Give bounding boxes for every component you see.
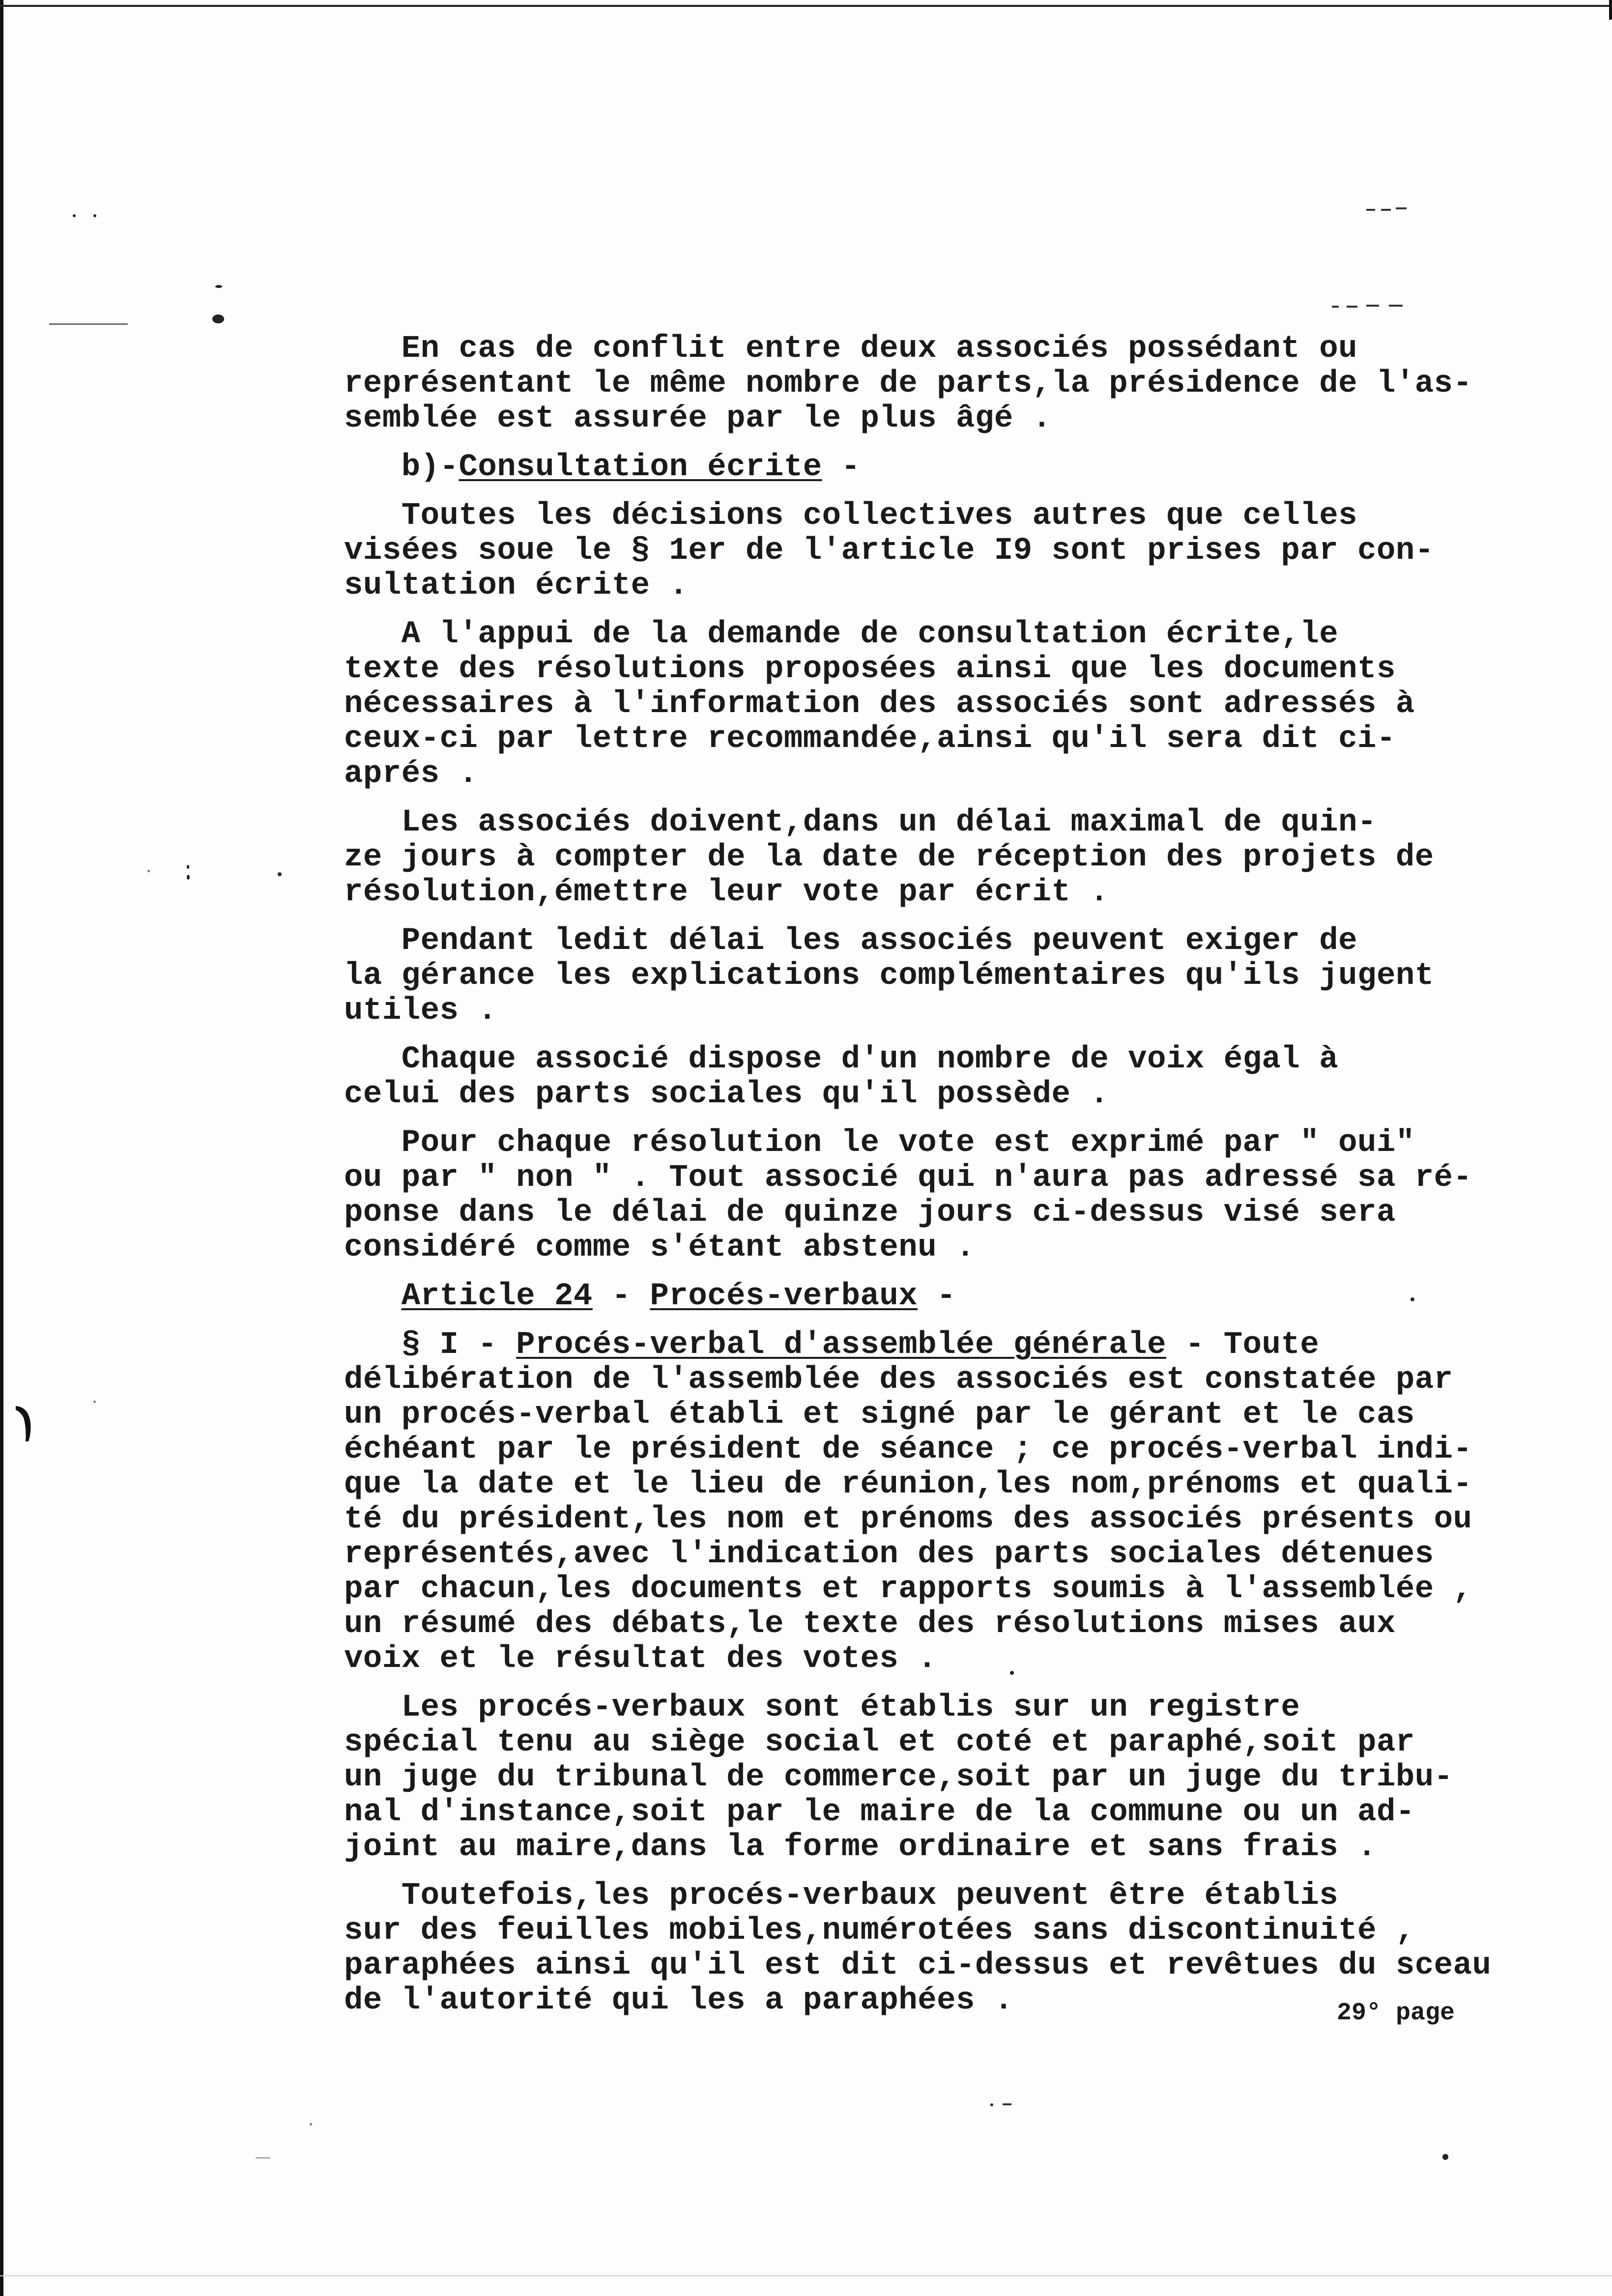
scan-speck [278,872,282,876]
scan-speck [1347,306,1357,308]
section-suffix: - [822,450,861,485]
text-line: visées soue le § 1er de l'article I9 sont prises par con- [344,533,1434,569]
scan-bottom-line [0,2275,1612,2276]
section-title: Consultation écrite [459,450,822,485]
text-line: aprés . [344,756,478,792]
scan-right-corner [1609,0,1612,20]
text-line: un résumé des débats,le texte des résolutions mises aux [344,1607,1396,1642]
text-line: sultation écrite . [344,568,689,603]
paragraph-line [344,924,1538,959]
scan-speck [147,870,150,872]
text-line: nécessaires à l'information des associés sont adressés à [344,687,1415,722]
scan-speck [1396,207,1407,209]
paragraph-line [344,1328,1538,1363]
scan-speck [310,2123,312,2125]
scan-speck [187,875,190,880]
article-label: Article 24 [401,1279,593,1314]
scan-top-border [0,5,1612,7]
text-line: Les associés doivent,dans un délai maximal de quin- [401,805,1377,840]
text-line: nal d'instance,soit par le maire de la commune ou un ad- [344,1795,1415,1830]
paragraph-line [344,332,1538,367]
text-line: délibération de l'assemblée des associés est constatée par [344,1362,1453,1398]
scan-left-border [0,0,3,2296]
article-title: Procés-verbaux [650,1279,918,1314]
paragraph-line [344,805,1538,840]
text-line: té du président,les nom et prénoms des associés présents ou [344,1502,1472,1537]
text-line: ceux-ci par lettre recommandée,ainsi qu'il sera dit ci- [344,721,1396,757]
text-line: représentant le même nombre de parts,la présidence de l'as- [344,366,1472,402]
text-line: spécial tenu au siège social et coté et paraphé,soit par [344,1725,1415,1760]
text-line: Pendant ledit délai les associés peuvent exiger de [401,923,1358,959]
text-line: A l'appui de la demande de consultation écrite,le [401,617,1339,652]
text-line: que la date et le lieu de réunion,les nom,prénoms et quali- [344,1467,1472,1502]
text-line: joint au maire,dans la forme ordinaire et sans frais . [344,1830,1377,1865]
paragraph-line [344,1042,1538,1077]
text-line: utiles . [344,993,497,1029]
text-line: par chacun,les documents et rapports soumis à l'assemblée , [344,1572,1472,1607]
text-line: celui des parts sociales qu'il possède . [344,1077,1109,1112]
clause-prefix: § I - [401,1327,517,1363]
text-line: un juge du tribunal de commerce,soit par un juge du tribu- [344,1760,1453,1795]
section-prefix: b)- [401,450,459,485]
text-line: ze jours à compter de la date de réception des projets de [344,840,1434,875]
clause-heading: Procés-verbal d'assemblée générale [516,1327,1166,1363]
text-line: la gérance les explications complémentaires qu'ils jugent [344,958,1434,994]
text-line: Toutefois,les procés-verbaux peuvent être établis [401,1878,1339,1914]
text-line: de l'autorité qui les a paraphées . [344,1983,1013,2018]
article-suffix: - [918,1279,956,1314]
text-line: représentés,avec l'indication des parts sociales détenues [344,1537,1434,1572]
scan-speck [990,2103,993,2106]
article-heading [344,1279,1538,1314]
text-line: En cas de conflit entre deux associés possédant ou [401,331,1358,367]
scan-speck [1366,305,1379,307]
paragraph-line [344,1126,1538,1161]
scan-speck [93,1401,96,1403]
scan-speck [215,285,222,288]
section-heading [344,450,1538,485]
text-line: paraphées ainsi qu'il est dit ci-dessus et revêtues du sceau [344,1948,1492,1983]
text-line: ponse dans le délai de quinze jours ci-dessus visé sera [344,1195,1396,1231]
text-line: texte des résolutions proposées ainsi que les documents [344,652,1396,687]
paragraph-line [344,1879,1538,1914]
scan-speck [93,214,96,217]
paragraph-line [344,499,1538,534]
paragraph-line [344,1691,1538,1725]
page-number: 29° page [1337,1999,1455,2027]
text-line: - Toute [1166,1327,1320,1363]
text-line: voix et le résultat des votes . [344,1641,937,1677]
scan-speck [49,323,128,325]
text-line: résolution,émettre leur vote par écrit . [344,875,1109,910]
text-line: ou par " non " . Tout associé qui n'aura pas adressé sa ré- [344,1160,1472,1196]
paragraph-line [344,617,1538,652]
scan-speck [212,315,224,323]
scan-speck [1389,305,1403,307]
scan-speck [1442,2154,1448,2160]
text-line: semblée est assurée par le plus âgé . [344,401,1052,436]
text-line: Chaque associé dispose d'un nombre de voix égal à [401,1042,1339,1077]
scan-speck [73,214,76,217]
text-line: Toutes les décisions collectives autres que celles [401,498,1358,534]
text-line: Les procés-verbaux sont établis sur un registre [401,1690,1300,1725]
scan-speck [1381,209,1391,211]
text-line: un procés-verbal établi et signé par le gérant et le cas [344,1397,1415,1433]
scan-speck [1366,209,1375,211]
text-line: Pour chaque résolution le vote est exprimé par " oui" [401,1125,1415,1161]
scan-speck [1332,306,1339,308]
text-line: considéré comme s'étant abstenu . [344,1230,975,1265]
scan-speck [256,2157,270,2158]
scan-speck [1003,2103,1011,2105]
margin-ink-mark [14,1403,33,1442]
scan-speck [187,865,189,869]
article-separator: - [592,1279,650,1314]
document-body [344,332,1538,2018]
text-line: échéant par le président de séance ; ce procés-verbal indi- [344,1432,1472,1467]
text-line: sur des feuilles mobiles,numérotées sans discontinuité , [344,1913,1415,1949]
